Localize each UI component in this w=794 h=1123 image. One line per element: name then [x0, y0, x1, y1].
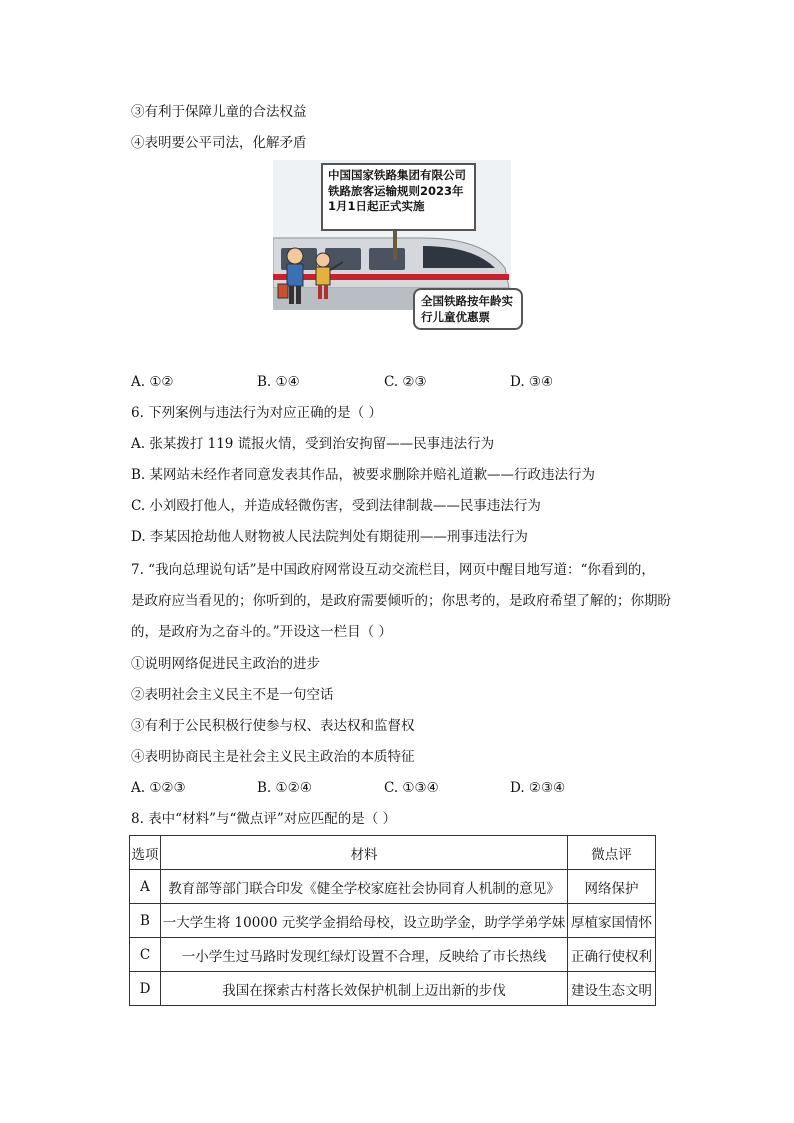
- q5-option-b: B. ①④: [257, 374, 300, 390]
- header-option: 选项: [130, 836, 161, 870]
- row-a-option: A: [130, 870, 161, 904]
- q6-option-a: A. 张某拨打 119 谎报火情，受到治安拘留——民事违法行为: [131, 436, 495, 452]
- row-b-material: 一大学生将 10000 元奖学金捐给母校，设立助学金，助学学弟学妹: [161, 904, 568, 938]
- q7-stem-line-1: 7. “我向总理说句话”是中国政府网常设互动交流栏目，网页中醒目地写道：“你看到的，: [131, 562, 655, 578]
- table-row: [130, 938, 656, 972]
- q7-statement-4: ④表明协商民主是社会主义民主政治的本质特征: [131, 749, 415, 765]
- row-d-option: D: [130, 972, 161, 1006]
- row-a-material: 教育部等部门联合印发《健全学校家庭社会协同育人机制的意见》: [161, 870, 568, 904]
- table-row: [130, 972, 656, 1006]
- q7-option-d: D. ②③④: [510, 780, 566, 796]
- q6-stem: 6. 下列案例与违法行为对应正确的是（ ）: [131, 405, 382, 421]
- q6-option-d: D. 李某因抢劫他人财物被人民法院判处有期徒刑——刑事违法行为: [131, 529, 528, 545]
- notice-sign: 中国国家铁路集团有限公司铁路旅客运输规则2023年1月1日起正式实施: [321, 163, 476, 231]
- row-c-option: C: [130, 938, 161, 972]
- railway-illustration: [273, 160, 511, 330]
- speech-bubble: 全国铁路按年龄实行儿童优惠票: [413, 288, 523, 330]
- table-header-row: [130, 836, 656, 870]
- row-b-option: B: [130, 904, 161, 938]
- q7-statement-1: ①说明网络促进民主政治的进步: [131, 656, 320, 672]
- q6-option-c: C. 小刘殴打他人，并造成轻微伤害，受到法律制裁——民事违法行为: [131, 498, 541, 514]
- q7-option-c: C. ①③④: [384, 780, 439, 796]
- row-b-comment: 厚植家国情怀: [568, 904, 656, 938]
- q7-statement-2: ②表明社会主义民主不是一句空话: [131, 687, 334, 703]
- row-a-comment: 网络保护: [568, 870, 656, 904]
- q7-stem-line-3: 的，是政府为之奋斗的。”开设这一栏目（ ）: [131, 624, 392, 640]
- q8-stem: 8. 表中“材料”与“微点评”对应匹配的是（ ）: [131, 811, 397, 827]
- header-material: 材料: [161, 836, 568, 870]
- row-c-comment: 正确行使权利: [568, 938, 656, 972]
- table-row: [130, 870, 656, 904]
- statement-4: ④表明要公平司法，化解矛盾: [131, 135, 307, 151]
- q5-option-a: A. ①②: [131, 374, 174, 390]
- row-d-comment: 建设生态文明: [568, 972, 656, 1006]
- q8-table: [129, 835, 656, 1006]
- row-d-material: 我国在探索古村落长效保护机制上迈出新的步伐: [161, 972, 568, 1006]
- q5-option-d: D. ③④: [510, 374, 554, 390]
- statement-3: ③有利于保障儿童的合法权益: [131, 104, 307, 120]
- q7-option-b: B. ①②④: [257, 780, 312, 796]
- q5-option-c: C. ②③: [384, 374, 427, 390]
- table-row: [130, 904, 656, 938]
- q7-stem-line-2: 是政府应当看见的；你听到的，是政府需要倾听的；你思考的，是政府希望了解的；你期盼: [131, 593, 671, 609]
- row-c-material: 一小学生过马路时发现红绿灯设置不合理，反映给了市长热线: [161, 938, 568, 972]
- q7-statement-3: ③有利于公民积极行使参与权、表达权和监督权: [131, 718, 415, 734]
- q6-option-b: B. 某网站未经作者同意发表其作品，被要求删除并赔礼道歉——行政违法行为: [131, 467, 596, 483]
- header-comment: 微点评: [568, 836, 656, 870]
- q7-option-a: A. ①②③: [131, 780, 186, 796]
